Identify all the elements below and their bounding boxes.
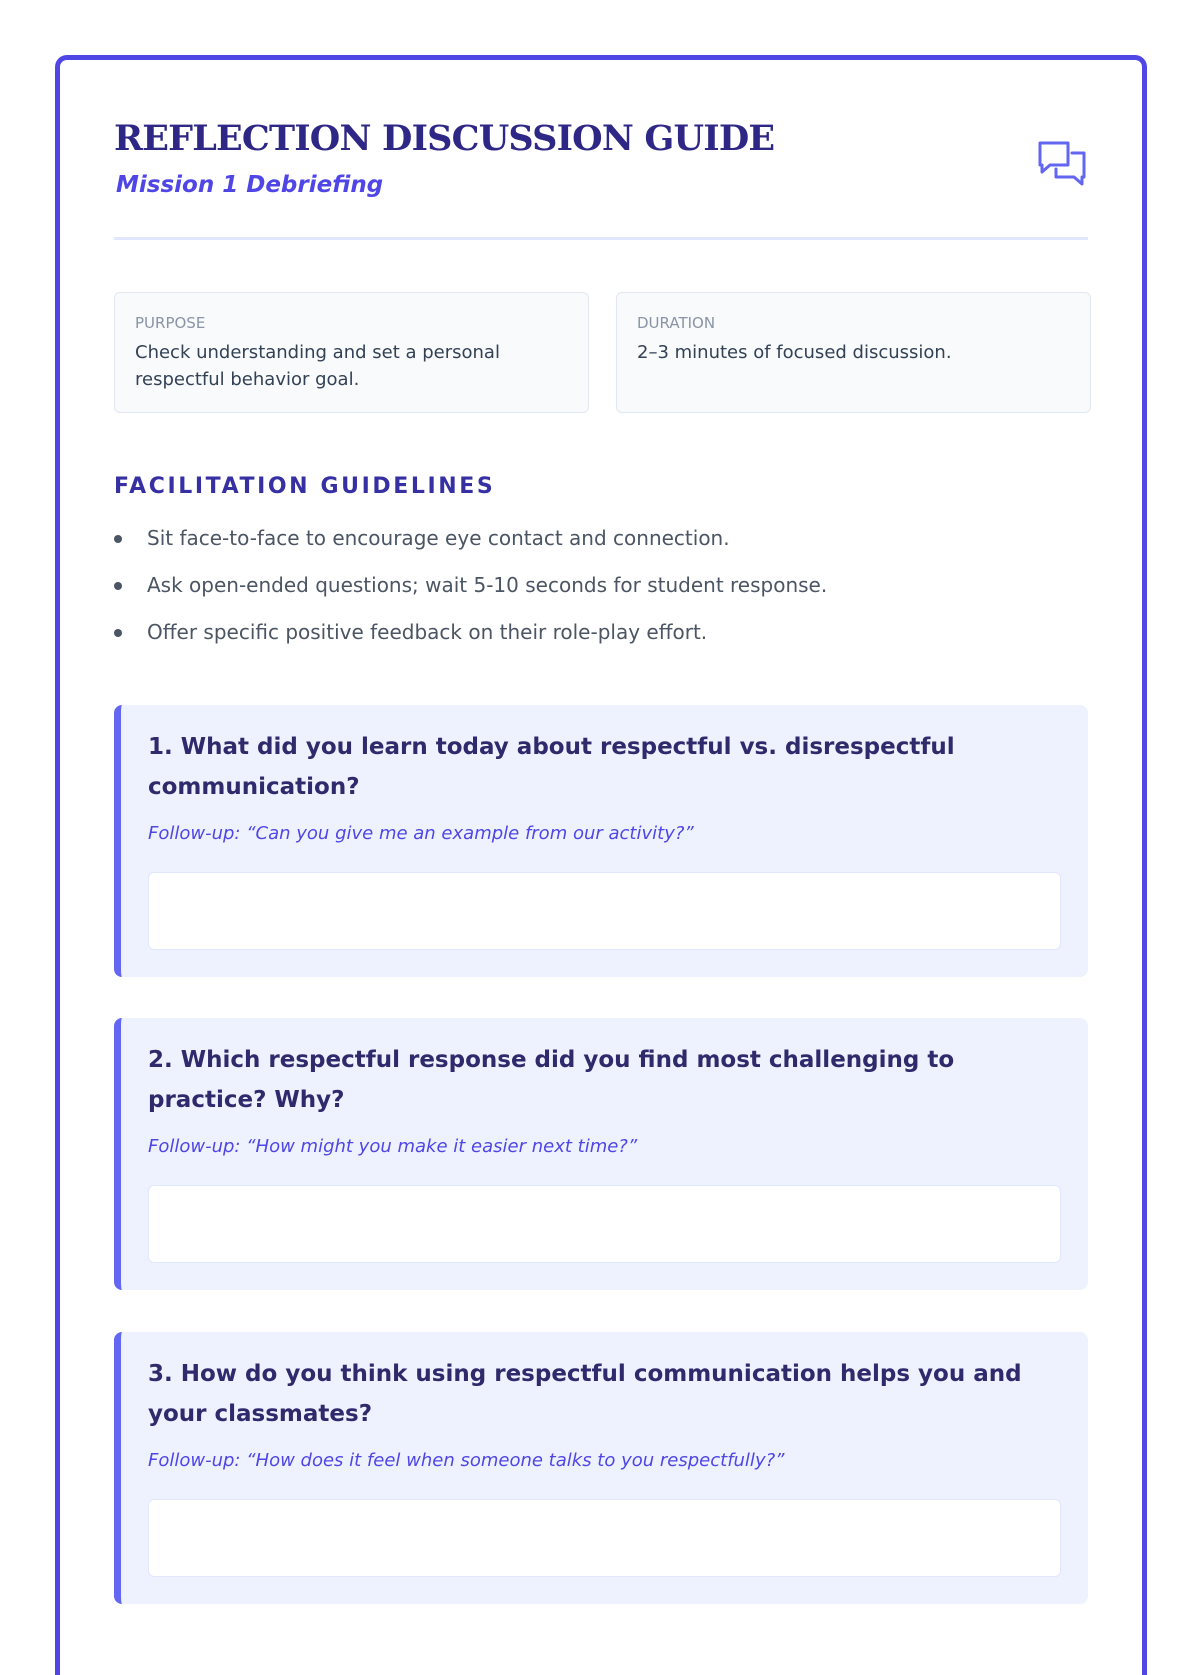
purpose-box xyxy=(114,292,589,413)
guideline-text: Ask open-ended questions; wait 5-10 seconds for student response. xyxy=(147,573,828,597)
duration-text: 2–3 minutes of focused discussion. xyxy=(637,342,952,363)
bullet-icon xyxy=(114,629,122,637)
question-text: 3. How do you think using respectful communication helps you and your classmates? xyxy=(148,1361,1022,1427)
bullet-icon xyxy=(114,535,122,543)
guideline-item xyxy=(114,562,1088,609)
page-title: REFLECTION DISCUSSION GUIDE xyxy=(114,118,775,159)
discussion-guide-card xyxy=(55,55,1147,1675)
question-text: 2. Which respectful response did you find most challenging to practice? Why? xyxy=(148,1047,955,1113)
guidelines-heading: FACILITATION GUIDELINES xyxy=(114,474,496,499)
followup-text: Follow-up: “How might you make it easier next time?” xyxy=(148,1136,638,1157)
bullet-icon xyxy=(114,582,122,590)
question-card-1 xyxy=(114,705,1088,977)
purpose-text: Check understanding and set a personal respectful behavior goal. xyxy=(135,342,500,390)
guideline-item xyxy=(114,609,1088,656)
header-divider xyxy=(114,237,1088,240)
guidelines-list xyxy=(114,515,1088,656)
duration-label: DURATION xyxy=(637,314,716,332)
followup-text: Follow-up: “How does it feel when someone talks to you respectfully?” xyxy=(148,1450,785,1471)
duration-box xyxy=(616,292,1091,413)
guideline-item xyxy=(114,515,1088,562)
purpose-label: PURPOSE xyxy=(135,314,206,332)
page-subtitle: Mission 1 Debriefing xyxy=(116,172,384,198)
answer-input[interactable] xyxy=(148,1185,1061,1263)
answer-input[interactable] xyxy=(148,1499,1061,1577)
question-card-3 xyxy=(114,1332,1088,1604)
question-card-2 xyxy=(114,1018,1088,1290)
chat-bubbles-icon xyxy=(1036,137,1088,189)
answer-input[interactable] xyxy=(148,872,1061,950)
guideline-text: Sit face-to-face to encourage eye contact and connection. xyxy=(147,526,730,550)
guideline-text: Offer specific positive feedback on their role-play effort. xyxy=(147,620,708,644)
followup-text: Follow-up: “Can you give me an example from our activity?” xyxy=(148,823,694,844)
question-text: 1. What did you learn today about respectful vs. disrespectful communication? xyxy=(148,734,955,800)
